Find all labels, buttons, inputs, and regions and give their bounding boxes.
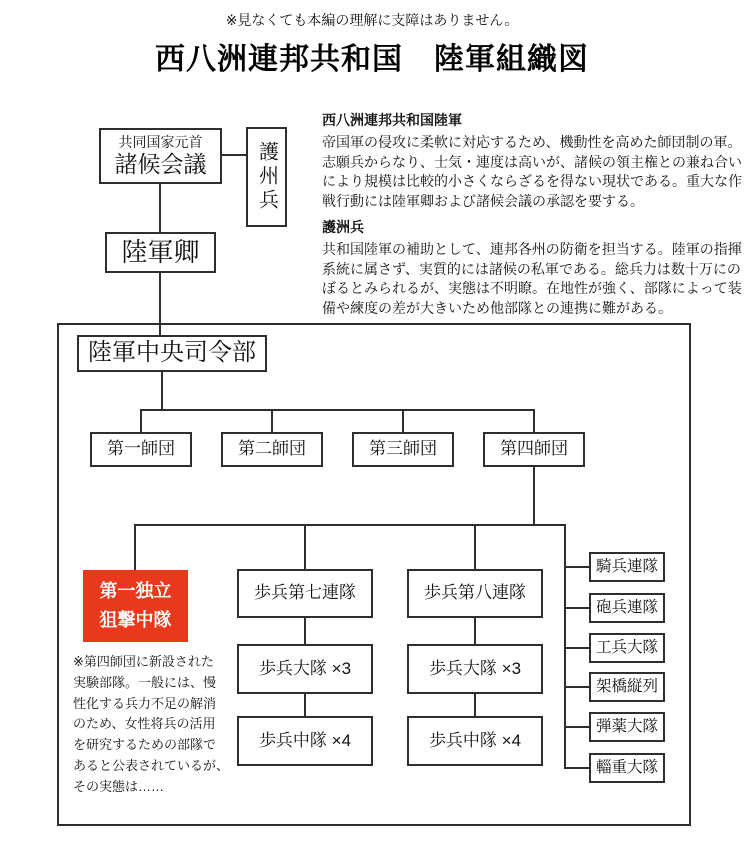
infantry-company-label: 歩兵中隊 ×4 — [258, 730, 352, 750]
infantry-regiment-8-label: 歩兵第八連隊 — [424, 583, 526, 603]
infantry-regiment-7-box — [237, 569, 373, 618]
connector — [304, 524, 306, 569]
infantry-regiment-7-label: 歩兵第七連隊 — [254, 583, 356, 603]
connector — [140, 409, 142, 432]
bridging-train-box — [589, 672, 665, 702]
ammunition-battalion-label: 弾薬大隊 — [595, 717, 658, 735]
connector — [564, 767, 589, 769]
guard-description-line: 共和国陸軍の補助として、連邦各州の防衛を担当する。陸軍の指揮 — [322, 241, 742, 257]
cavalry-regiment-box — [589, 552, 665, 582]
infantry-battalion-box-right — [407, 644, 543, 694]
connector — [533, 409, 535, 432]
connector — [140, 409, 535, 411]
bridging-train-label: 架橋縦列 — [595, 677, 658, 695]
artillery-regiment-label: 砲兵連隊 — [595, 598, 658, 616]
connector — [134, 524, 566, 526]
infantry-company-box-left — [237, 716, 373, 766]
division-2-box — [221, 432, 323, 467]
infantry-regiment-8-box — [407, 569, 543, 618]
connector — [271, 409, 273, 432]
footnote-line: その実態は…… — [73, 778, 165, 794]
connector — [474, 524, 476, 569]
footnote-line: 性化する兵力不足の解消 — [73, 695, 217, 711]
army-description-line: 帝国軍の侵攻に柔軟に対応するため、機動性を高めた師団制の軍。 — [322, 134, 742, 150]
connector — [402, 409, 404, 432]
experimental-unit-footnote — [73, 652, 230, 798]
connector — [159, 184, 161, 232]
connector — [134, 524, 136, 570]
guard-description-line: 備や練度の差が大きいため他部隊との連携に難がある。 — [322, 299, 672, 316]
connector — [564, 607, 589, 609]
engineer-battalion-label: 工兵大隊 — [595, 638, 658, 656]
footnote-line: 実験部隊。一般には、慢 — [73, 674, 217, 690]
state-guard-box — [246, 127, 287, 227]
connector — [474, 694, 476, 716]
connector — [161, 372, 163, 410]
central-hq-box — [77, 335, 267, 372]
connector — [533, 467, 535, 526]
council-subtitle: 共同国家元首 — [118, 133, 203, 150]
council-title: 諸候会議 — [114, 150, 207, 177]
army-description-line: 志願兵からなり、士気・連度は高いが、諸候の領主権との兼ね合い — [322, 153, 742, 170]
footnote-line: ※第四師団に新設された — [73, 654, 214, 669]
connector — [304, 618, 306, 644]
infantry-company-box-right — [407, 716, 543, 766]
ammunition-battalion-box — [589, 712, 665, 742]
connector — [564, 566, 589, 568]
division-4-label: 第四師団 — [500, 439, 568, 459]
guard-description-line: 系統に属さず、実質的には諸候の私軍である。総兵力は数十万にの — [322, 260, 741, 277]
infantry-battalion-box-left — [237, 644, 373, 694]
infantry-battalion-label: 歩兵大隊 ×3 — [258, 658, 352, 678]
guard-description-heading: 護洲兵 — [322, 219, 364, 235]
sniper-company-line1: 第一独立 — [99, 581, 172, 601]
connector — [474, 618, 476, 644]
disclaimer-note: ※見なくても本編の理解に支障はありません。 — [225, 12, 519, 28]
artillery-regiment-box — [589, 593, 665, 623]
connector — [564, 686, 589, 688]
division-4-box — [483, 432, 585, 467]
connector — [564, 647, 589, 649]
division-3-box — [352, 432, 454, 467]
connector — [564, 726, 589, 728]
connector — [222, 154, 246, 156]
guard-description-line: ぼるとみられるが、実態は不明瞭。在地性が強く、部隊によって装 — [322, 280, 742, 296]
footnote-line: のため、女性将兵の活用 — [73, 716, 216, 732]
state-guard-label: 護州兵 — [255, 141, 278, 213]
infantry-company-label: 歩兵中隊 ×4 — [428, 730, 522, 750]
transport-battalion-box — [589, 753, 665, 783]
division-1-box — [90, 432, 192, 467]
page-title: 西八洲連邦共和国 陸軍組織図 — [155, 43, 589, 76]
army-description-line: により規模は比較的小さくならざるを得ない現状である。重大な作 — [322, 173, 742, 189]
division-2-label: 第二師団 — [238, 439, 306, 459]
infantry-battalion-label: 歩兵大隊 ×3 — [428, 658, 522, 678]
footnote-line: あると公表されているが、 — [73, 757, 230, 773]
sniper-company-line2: 狙撃中隊 — [99, 610, 172, 630]
central-hq-label: 陸軍中央司令部 — [88, 339, 256, 367]
division-3-label: 第三師団 — [369, 439, 437, 459]
cavalry-regiment-label: 騎兵連隊 — [595, 557, 658, 575]
independent-sniper-company — [83, 570, 188, 642]
connector — [304, 694, 306, 716]
engineer-battalion-box — [589, 633, 665, 663]
army-minister-box — [105, 232, 216, 273]
army-description-heading: 西八洲連邦共和国陸軍 — [322, 112, 462, 128]
transport-battalion-label: 輜重大隊 — [595, 758, 658, 776]
description-block — [322, 110, 742, 318]
army-minister-label: 陸軍卿 — [121, 236, 200, 267]
army-description-line: 戦行動には陸軍卿および諸候会議の承認を要する。 — [322, 192, 644, 209]
division-1-label: 第一師団 — [107, 439, 175, 459]
council-of-lords-box — [99, 128, 222, 184]
footnote-line: を研究するための部隊で — [73, 737, 217, 753]
